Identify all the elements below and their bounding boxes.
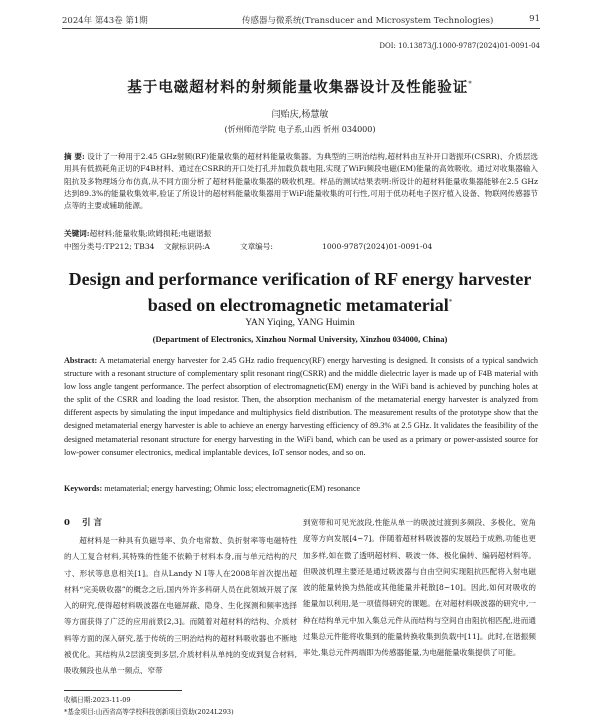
- running-header: [62, 12, 540, 29]
- english-affiliation: (Department of Electronics, Xinzhou Normal University, Xinzhou 034000, China): [152, 334, 448, 344]
- chinese-keywords: 关键词:超材料;能量收集;欧姆损耗;电磁谐振: [64, 229, 212, 238]
- chinese-abstract-label: 摘 要:: [64, 152, 85, 161]
- chinese-abstract-text: 设计了一种用于2.45 GHz射频(RF)能量收集的超材料能量收集器。为典型的三明治结构,超材料由互补开口谐振环(CSRR)、介质层选用具有低损耗角正切的F4B材料、通过在CSRR的开口处打孔并加载负载电阻,实现了WiFi频段电磁(EM)能量的高效吸收。通过对收集器输入阻抗及多物理场分布仿真,从不同方面分析了超材料能量收集器的吸收机理。样品的测试结果表明:所设计的超材料能量收集器能够在2.5 GHz达到89.3%的能量收集效率,验证了所设计的超材料能量收集器用于WiFi能量收集的可行性,可用于低功耗电子医疗植入设备、物联网传感器节点等的主要或辅助能源。: [64, 152, 538, 211]
- english-keywords: Keywords: metamaterial; energy harvesting; Ohmic loss; electromagnetic(EM) resonance: [64, 484, 361, 493]
- chinese-abstract: [64, 151, 538, 212]
- footnote-rule: [64, 690, 182, 691]
- intro-right-column: [303, 515, 536, 662]
- chinese-authors: 闫贻庆,杨慧敏: [271, 110, 329, 120]
- chinese-affiliation: (忻州师范学院 电子系,山西 忻州 034000): [224, 125, 376, 134]
- footnote-received: 收稿日期:2023-11-09: [64, 696, 131, 704]
- page-number: 91: [529, 14, 540, 24]
- intro-paragraph-right: 到宽带和可见光波段,性能从单一的吸波过渡到多频段、多极化、宽角度等方向发展[4~7]。伴随着超材料吸波器的发展趋于成熟,功能也更加多样,如在微了透明超材料、吸波一体、极化偏转、编码超材料等。但吸波机理主要还是通过吸波器与自由空间实现阻抗匹配将入射电磁波的能量转换为热能或其他能量并耗散[8~10]。因此,如何对吸收的能量加以利用,是一项值得研究的课题。在对超材料吸波器的研究中,一种在结构单元中加入集总元件从而结构与空间自由阻抗相匹配,进而通过集总元件能将收集到的能量转换收集到负载中[11]。此时,在谐振频率处,集总元件两端即为传感器能量,为电磁能量收集提供了可能。: [303, 518, 536, 658]
- intro-left-column: [64, 515, 297, 680]
- intro-paragraph-left: 超材料是一种具有负磁导率、负介电常数、负折射率等电磁特性的人工复合材料,其特殊的性能不依赖于材料本身,而与单元结构的尺寸、形状等息息相关[1]。自从Landy N I等人在2008年首次提出超材料“完美吸收器”的概念之后,国内外许多科研人员在此领域开展了深入的研究,使得超材料吸波器在电磁屏蔽、隐身、生化探测和频率选择等方面获得了广泛的应用前景[2,3]。而随着对超材料的结构、介质材料等方面的深入研究,基于传统的三明治结构的超材料吸收器也不断地被优化。其结构从2层演变到多层,介质材料从单纯的变成到复合材料,吸收频段也从单一频点、窄带: [64, 536, 297, 676]
- section-heading: 0 引 言: [64, 518, 102, 528]
- footnote-fund: *基金项目:山西省高等学校科技创新项目资助(2024L293): [64, 708, 234, 716]
- english-authors: YAN Yiqing, YANG Huimin: [245, 318, 355, 328]
- doi: DOI: 10.13873/J.1000-9787(2024)01-0091-04: [379, 42, 540, 50]
- english-abstract: Abstract: A metamaterial energy harvester for 2.45 GHz radio frequency(RF) energy harvesting is designed. It consists of a typical sandwich structure with a resonant structure of complementary split resonant ring(CSRR) and the middle dielectric layer is made up of F4B material with low loss angle tangent performance. The perfect absorption of electromagnetic(EM) energy in the WiFi band is achieved by punching holes at the split of the CSRR and loading the load resistor. Then, the absorption mechanism of the metamaterial energy harvester is analyzed from different aspects by simulating the input impedance and multiphysics field distribution. The measurement results of the prototype show that the designed metamaterial energy harvester is able to achieve an energy harvesting efficiency of 89.3% at 2.5 GHz. It validates the feasibility of the designed metamaterial resonant structure for energy harvesting in the WiFi band, which can be used as a primary or power-assisted source for low-power consumer electronics, medical implantable devices, IoT sensor nodes, and so on.: [64, 356, 538, 457]
- journal-issue: 2024年 第43卷 第1期: [62, 16, 148, 26]
- classification-line: 中图分类号:TP212; TB34 文献标识码:A 文章编号: 1000-9787(2024)01-0091-04: [64, 242, 433, 251]
- english-title: Design and performance verification of RF energy harvester based on electromagnetic metamaterial*: [68, 269, 532, 315]
- chinese-title: 基于电磁超材料的射频能量收集器设计及性能验证*: [127, 79, 473, 96]
- journal-name: 传感器与微系统(Transducer and Microsystem Technologies): [242, 16, 494, 26]
